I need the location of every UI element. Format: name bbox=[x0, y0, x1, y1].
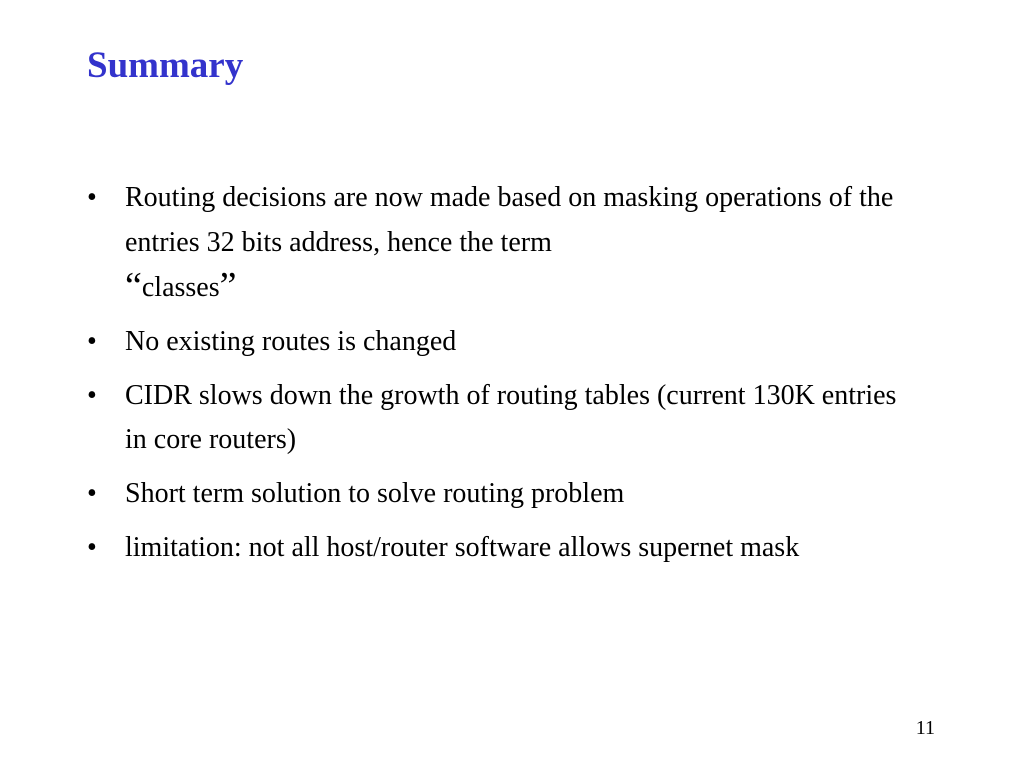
bullet-text: CIDR slows down the growth of routing tables (current 130K entries in core routers) bbox=[125, 380, 897, 455]
bullet-text: Routing decisions are now made based on masking operations of the entries 32 bits address, hence the term bbox=[125, 182, 894, 258]
close-quote: ” bbox=[219, 265, 237, 307]
bullet-item-limitation bbox=[87, 526, 907, 570]
bullet-item-short-term-solution bbox=[87, 472, 907, 516]
bullet-item-cidr-growth bbox=[87, 374, 907, 462]
quoted-term: classes bbox=[141, 272, 220, 303]
bullet-icon: • bbox=[87, 532, 97, 563]
page-number: 11 bbox=[915, 717, 935, 739]
bullet-icon: • bbox=[87, 326, 97, 357]
open-quote: “ bbox=[125, 265, 142, 307]
bullet-icon: • bbox=[87, 380, 97, 411]
bullet-text: No existing routes is changed bbox=[125, 326, 457, 357]
bullet-text: limitation: not all host/router software allows supernet mask bbox=[125, 532, 800, 563]
bullet-list bbox=[87, 175, 907, 580]
bullet-icon: • bbox=[87, 182, 97, 213]
bullet-item-no-routes-changed bbox=[87, 320, 907, 364]
bullet-icon: • bbox=[87, 478, 97, 509]
bullet-text: Short term solution to solve routing problem bbox=[125, 478, 625, 509]
slide-title: Summary bbox=[87, 45, 244, 86]
bullet-item-routing-decisions bbox=[87, 175, 907, 310]
